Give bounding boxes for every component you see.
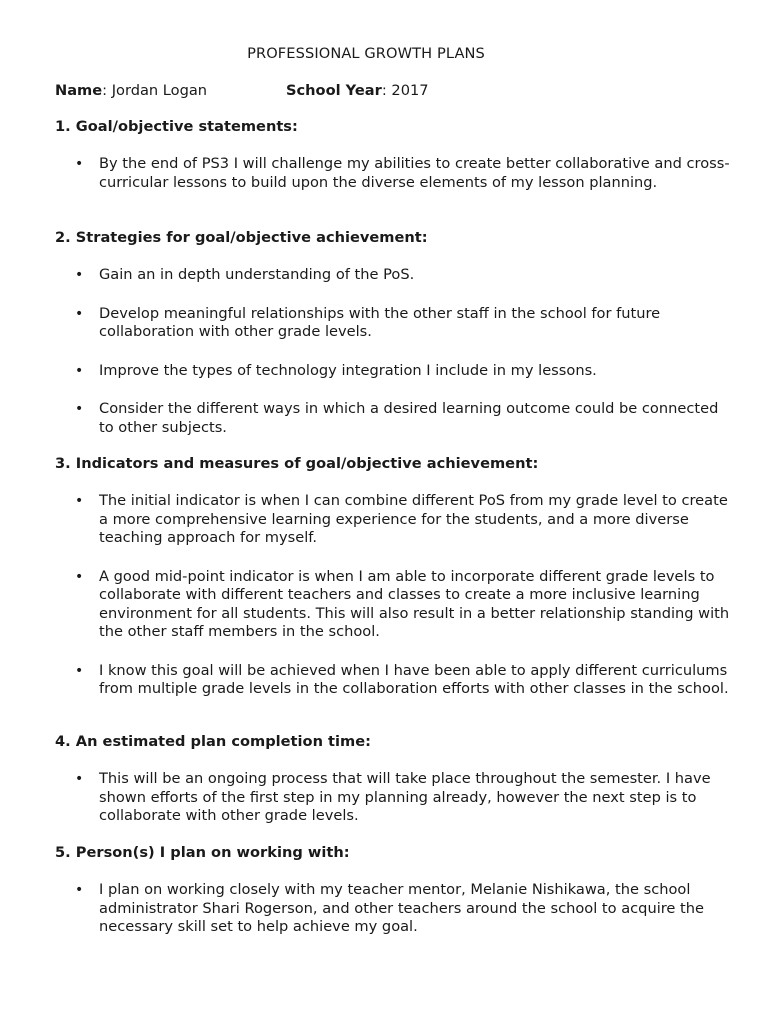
list-item (55, 568, 735, 642)
list-item (55, 155, 735, 192)
list-item (55, 881, 735, 937)
bullet-text: I plan on working closely with my teacher mentor, Melanie Nishikawa, the school administrator Shari Rogerson, and other teachers around the school to acquire the necessary skill set to help achieve my goal. (99, 881, 704, 935)
section-heading-collaborators: 5. Person(s) I plan on working with: (55, 844, 350, 861)
list-item (55, 662, 735, 699)
bullet-text: This will be an ongoing process that will take place throughout the semester. I have shown efforts of the first step in my planning already, however the next step is to collaborate with other grade levels. (99, 770, 711, 824)
list-item (55, 362, 735, 381)
bullet-text: A good mid-point indicator is when I am able to incorporate different grade levels to collaborate with different teachers and classes to create a more inclusive learning environment for all students. This will also result in a better relationship standing with the other staff members in the school. (99, 567, 730, 640)
list-item (55, 305, 735, 342)
list-item (55, 770, 735, 826)
name-label: Name (55, 82, 103, 99)
bullet-text: Consider the different ways in which a desired learning outcome could be connected to other subjects. (99, 400, 719, 436)
bullet-icon: • (75, 267, 84, 283)
list-item (55, 400, 735, 437)
document-title: PROFESSIONAL GROWTH PLANS (247, 45, 485, 62)
name-field (55, 82, 207, 101)
school-year-field (286, 82, 429, 101)
list-item (55, 492, 735, 548)
goal-statements-list (55, 155, 735, 192)
bullet-icon: • (75, 771, 84, 787)
bullet-icon: • (75, 362, 84, 379)
section-heading-indicators: 3. Indicators and measures of goal/objective achievement: (55, 455, 539, 472)
bullet-text: Gain an in depth understanding of the PoS. (99, 266, 415, 283)
completion-time-list (55, 770, 735, 826)
school-year-value: : 2017 (381, 82, 429, 99)
school-year-label: School Year (286, 82, 382, 99)
collaborators-list (55, 881, 735, 937)
bullet-icon: • (75, 662, 84, 679)
bullet-text: The initial indicator is when I can combine different PoS from my grade level to create a more comprehensive learning experience for the students, and a more diverse teaching approach for myself. (99, 492, 728, 546)
bullet-icon: • (75, 568, 84, 585)
bullet-icon: • (75, 156, 84, 172)
bullet-text: Develop meaningful relationships with the other staff in the school for future collaboration with other grade levels. (99, 304, 661, 340)
bullet-text: Improve the types of technology integration I include in my lessons. (99, 361, 597, 379)
bullet-icon: • (75, 401, 84, 417)
bullet-text: By the end of PS3 I will challenge my abilities to create better collaborative and cross-curricular lessons to build upon the diverse elements of my lesson planning. (99, 155, 730, 191)
bullet-icon: • (75, 305, 84, 322)
name-value: : Jordan Logan (102, 82, 208, 99)
bullet-text: I know this goal will be achieved when I have been able to apply different curriculums from multiple grade levels in the collaboration efforts with other classes in the school. (99, 661, 729, 697)
section-heading-goal-statements: 1. Goal/objective statements: (55, 118, 298, 135)
strategies-list (55, 266, 735, 437)
section-heading-completion-time: 4. An estimated plan completion time: (55, 733, 371, 750)
indicators-list (55, 492, 735, 699)
bullet-icon: • (75, 882, 84, 898)
bullet-icon: • (75, 493, 84, 509)
section-heading-strategies: 2. Strategies for goal/objective achievement: (55, 229, 428, 246)
list-item (55, 266, 735, 285)
